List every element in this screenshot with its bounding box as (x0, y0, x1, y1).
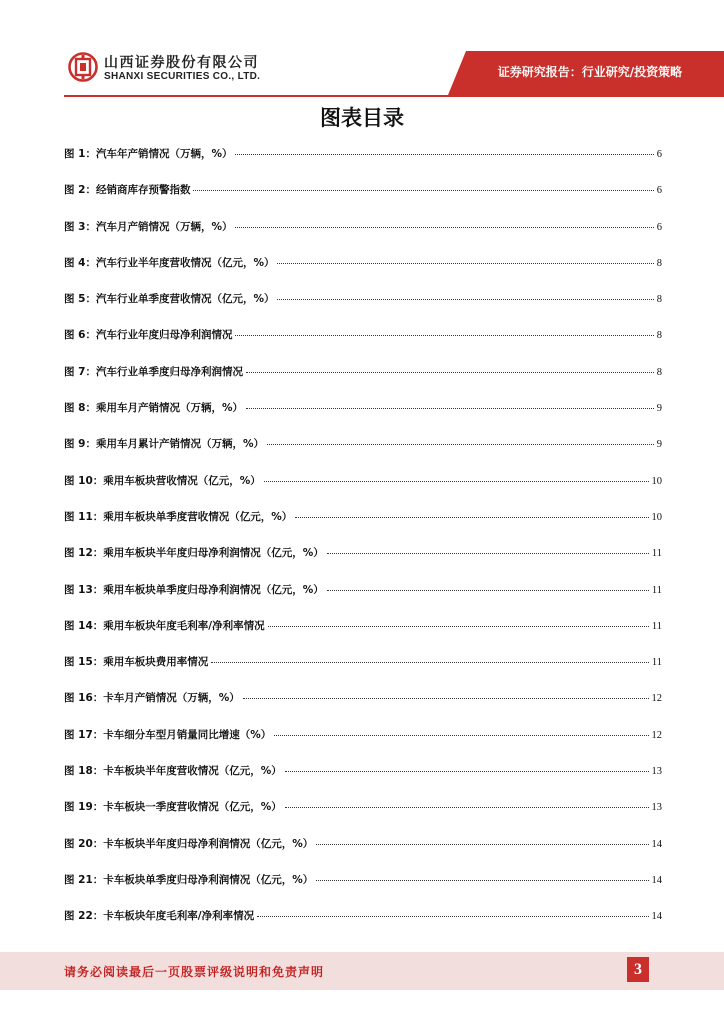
toc-entry[interactable] (64, 582, 662, 618)
toc-leader-dots (193, 190, 653, 191)
toc-leader-dots (327, 553, 649, 554)
toc-entry[interactable] (64, 908, 662, 944)
toc-entry[interactable] (64, 364, 662, 400)
toc-leader-dots (246, 408, 654, 409)
disclaimer-notice: 请务必阅读最后一页股票评级说明和免责声明 (64, 965, 325, 979)
page-header (0, 0, 724, 100)
toc-entry[interactable] (64, 763, 662, 799)
toc-entry-page: 6 (656, 149, 662, 160)
toc-entry[interactable] (64, 727, 662, 763)
toc-entry[interactable] (64, 219, 662, 255)
toc-entry-label: 图 20：卡车板块半年度归母净利润情况（亿元，%） (64, 837, 314, 850)
report-type-label: 证券研究报告：行业研究/投资策略 (497, 65, 683, 79)
table-of-figures (64, 146, 662, 945)
toc-entry-label: 图 10：乘用车板块营收情况（亿元，%） (64, 474, 261, 487)
toc-entry[interactable] (64, 654, 662, 690)
toc-leader-dots (274, 735, 648, 736)
toc-leader-dots (295, 517, 648, 518)
toc-entry[interactable] (64, 473, 662, 509)
toc-entry-page: 14 (651, 874, 662, 886)
toc-entry-label: 图 14：乘用车板块年度毛利率/净利率情况 (64, 619, 265, 632)
toc-entry[interactable] (64, 690, 662, 726)
toc-entry-label: 图 5：汽车行业单季度营收情况（亿元，%） (64, 293, 275, 306)
toc-entry-page: 11 (651, 548, 662, 560)
toc-entry-page: 8 (656, 294, 662, 306)
toc-entry[interactable] (64, 400, 662, 436)
page-title: 图表目录 (320, 106, 404, 130)
toc-entry[interactable] (64, 291, 662, 327)
toc-entry-page: 6 (656, 221, 662, 233)
toc-leader-dots (277, 263, 653, 264)
toc-entry-label: 图 19：卡车板块一季度营收情况（亿元，%） (64, 801, 282, 814)
toc-entry-label: 图 21：卡车板块单季度归母净利润情况（亿元，%） (64, 873, 314, 886)
toc-leader-dots (285, 807, 649, 808)
toc-entry[interactable] (64, 509, 662, 545)
company-logo-icon (68, 52, 98, 82)
toc-entry-label: 图 9：乘用车月累计产销情况（万辆，%） (64, 438, 264, 451)
toc-leader-dots (235, 154, 653, 155)
toc-entry[interactable] (64, 872, 662, 908)
toc-entry-page: 13 (651, 802, 662, 814)
toc-entry-label: 图 2：经销商库存预警指数 (64, 184, 191, 197)
toc-leader-dots (268, 626, 649, 627)
toc-entry-page: 11 (651, 620, 662, 632)
toc-leader-dots (316, 880, 648, 881)
toc-entry[interactable] (64, 436, 662, 472)
toc-entry-label: 图 3：汽车月产销情况（万辆，%） (64, 220, 233, 233)
company-name-cn: 山西证券股份有限公司 (104, 55, 259, 71)
toc-entry-page: 14 (651, 911, 662, 923)
toc-entry-label: 图 8：乘用车月产销情况（万辆，%） (64, 402, 243, 415)
page-number: 3 (627, 957, 649, 982)
toc-entry-page: 10 (651, 511, 662, 523)
toc-entry[interactable] (64, 182, 662, 218)
toc-entry-page: 9 (656, 403, 662, 415)
toc-leader-dots (243, 698, 649, 699)
toc-entry-label: 图 12：乘用车板块半年度归母净利润情况（亿元，%） (64, 547, 324, 560)
toc-leader-dots (267, 444, 654, 445)
toc-entry-page: 8 (656, 257, 662, 269)
toc-entry-label: 图 7：汽车行业单季度归母净利润情况 (64, 365, 243, 378)
toc-entry-page: 6 (656, 185, 662, 197)
toc-entry-page: 11 (651, 657, 662, 669)
toc-entry-page: 8 (656, 330, 662, 342)
toc-leader-dots (277, 299, 653, 300)
toc-entry-label: 图 22：卡车板块年度毛利率/净利率情况 (64, 910, 255, 923)
toc-entry-label: 图 18：卡车板块半年度营收情况（亿元，%） (64, 765, 282, 778)
toc-entry[interactable] (64, 146, 662, 182)
toc-entry-page: 11 (651, 584, 662, 596)
toc-entry-page: 13 (651, 766, 662, 778)
toc-entry-label: 图 4：汽车行业半年度营收情况（亿元，%） (64, 256, 275, 269)
company-name-en: SHANXI SECURITIES CO., LTD. (104, 71, 261, 82)
toc-entry[interactable] (64, 327, 662, 363)
toc-leader-dots (211, 662, 649, 663)
toc-entry-label: 图 1：汽车年产销情况（万辆，%） (64, 148, 233, 160)
toc-entry[interactable] (64, 799, 662, 835)
toc-entry[interactable] (64, 618, 662, 654)
toc-leader-dots (257, 916, 648, 917)
toc-leader-dots (327, 590, 649, 591)
toc-leader-dots (316, 844, 648, 845)
toc-leader-dots (246, 372, 654, 373)
toc-leader-dots (235, 335, 653, 336)
toc-entry-page: 8 (656, 366, 662, 378)
toc-entry-label: 图 15：乘用车板块费用率情况 (64, 656, 209, 669)
toc-leader-dots (264, 481, 649, 482)
toc-entry[interactable] (64, 545, 662, 581)
header-divider (64, 95, 724, 97)
toc-entry-label: 图 16：卡车月产销情况（万辆，%） (64, 692, 240, 705)
toc-entry[interactable] (64, 836, 662, 872)
toc-leader-dots (285, 771, 649, 772)
toc-entry-page: 12 (651, 693, 662, 705)
toc-entry-label: 图 13：乘用车板块单季度归母净利润情况（亿元，%） (64, 583, 324, 596)
toc-entry-label: 图 17：卡车细分车型月销量同比增速（%） (64, 728, 272, 741)
toc-entry-page: 9 (656, 439, 662, 451)
toc-entry-label: 图 6：汽车行业年度归母净利润情况 (64, 329, 233, 342)
toc-entry-page: 14 (651, 838, 662, 850)
toc-entry[interactable] (64, 255, 662, 291)
toc-entry-label: 图 11：乘用车板块单季度营收情况（亿元，%） (64, 510, 293, 523)
toc-entry-page: 10 (651, 475, 662, 487)
toc-entry-page: 12 (651, 729, 662, 741)
toc-leader-dots (235, 227, 653, 228)
